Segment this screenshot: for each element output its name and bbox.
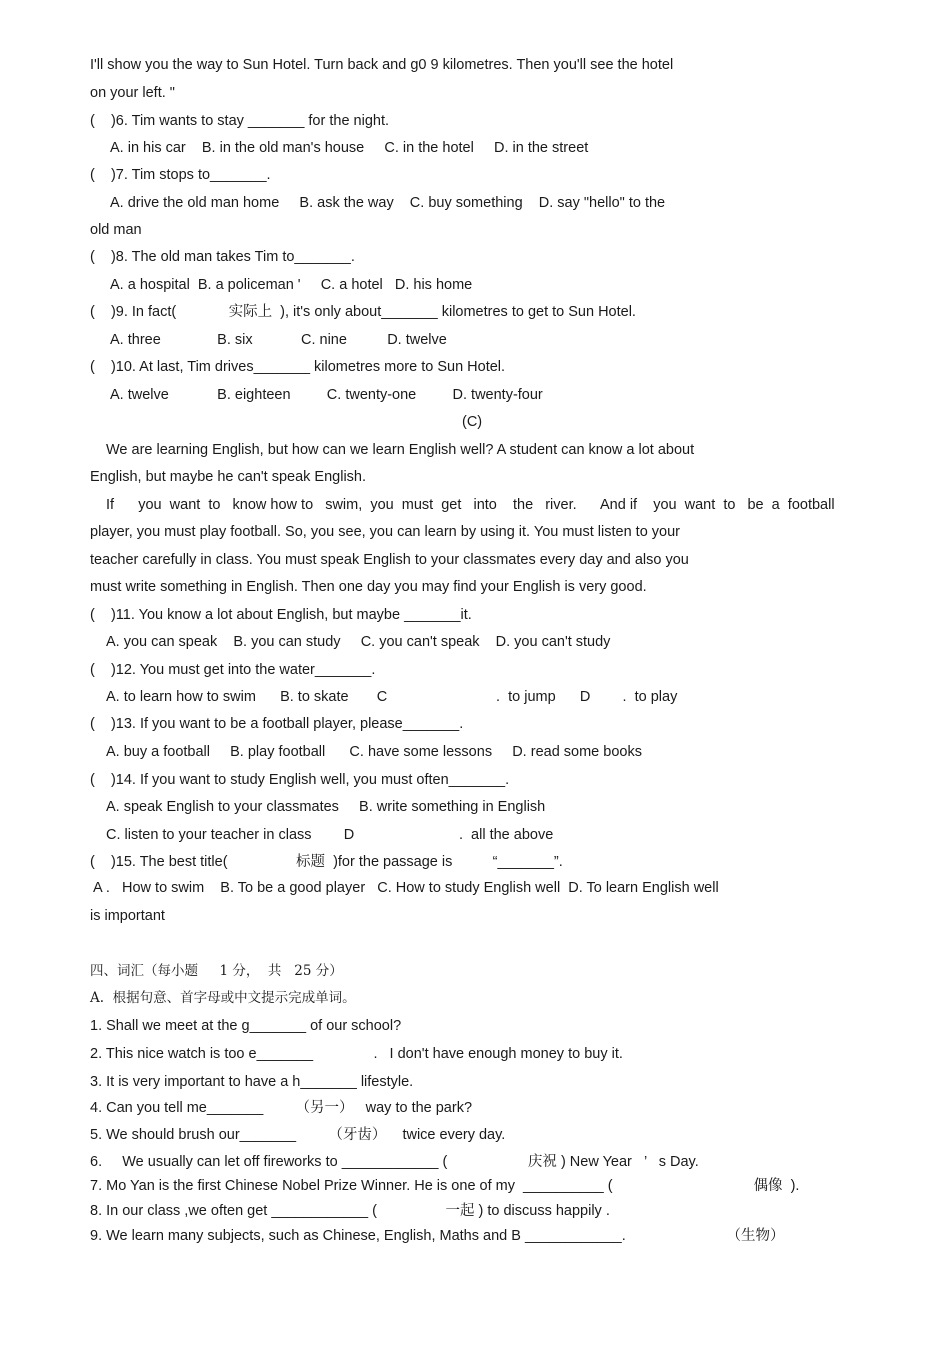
vocab-item-7: 7. Mo Yan is the first Chinese Nobel Prize Winner. He is one of my __________ ( 偶像 ). (90, 1178, 800, 1194)
vocab-item-2: 2. This nice watch is too e_______ . I don't have enough money to buy it. (90, 1046, 623, 1062)
section-heading-vocabulary: 四、词汇（每小题 1 分， 共 25 分） (90, 963, 343, 979)
instruction: A. 根据句意、首字母或中文提示完成单词。 (90, 990, 356, 1006)
options-11: A. you can speak B. you can study C. you can't speak D. you can't study (106, 634, 611, 650)
question-9: ( )9. In fact( 实际上 ), it's only about_______ kilometres to get to Sun Hotel. (90, 304, 636, 320)
options-6: A. in his car B. in the old man's house C. in the hotel D. in the street (110, 140, 589, 156)
options-13: A. buy a football B. play football C. have some lessons D. read some books (106, 744, 642, 760)
text-line: on your left. " (90, 85, 175, 101)
passage-line: must write something in English. Then one day you may find your English is very good. (90, 579, 647, 595)
vocab-item-9: 9. We learn many subjects, such as Chinese, English, Maths and B ____________. （生物） (90, 1228, 785, 1244)
question-11: ( )11. You know a lot about English, but maybe _______it. (90, 607, 472, 623)
options-7: A. drive the old man home B. ask the way C. buy something D. say "hello" to the (110, 195, 666, 211)
question-8: ( )8. The old man takes Tim to_______. (90, 249, 355, 265)
options-14: A. speak English to your classmates B. write something in English (106, 799, 546, 815)
passage-line: We are learning English, but how can we learn English well? A student can know a lot about (106, 442, 695, 458)
question-6: ( )6. Tim wants to stay _______ for the night. (90, 113, 390, 129)
question-10: ( )10. At last, Tim drives_______ kilometres more to Sun Hotel. (90, 359, 506, 375)
options-14-cont: C. listen to your teacher in class D . all the above (106, 827, 554, 843)
question-12: ( )12. You must get into the water_______. (90, 662, 376, 678)
passage-line: player, you must play football. So, you see, you can learn by using it. You must listen to your (90, 524, 681, 540)
vocab-item-8: 8. In our class ,we often get ____________ ( 一起 ) to discuss happily . (90, 1203, 610, 1219)
passage-line: If you want to know how to swim, you must get into the river. And if you want to be a football (106, 497, 835, 513)
section-heading-c: (C) (462, 414, 483, 430)
options-15-cont: is important (90, 908, 165, 924)
options-8: A. a hospital B. a policeman ' C. a hotel D. his home (110, 277, 473, 293)
vocab-item-3: 3. It is very important to have a h_______ lifestyle. (90, 1074, 414, 1090)
options-12: A. to learn how to swim B. to skate C . to jump D . to play (106, 689, 678, 705)
passage-line: English, but maybe he can't speak English. (90, 469, 367, 485)
vocab-item-6: 6. We usually can let off fireworks to ____________ ( 庆祝 ) New Year ’ s Day. (90, 1154, 699, 1170)
options-15: A . How to swim B. To be a good player C. How to study English well D. To learn English well (93, 880, 719, 896)
question-15: ( )15. The best title( 标题 )for the passage is “_______”. (90, 854, 563, 870)
question-13: ( )13. If you want to be a football player, please_______. (90, 716, 464, 732)
options-10: A. twelve B. eighteen C. twenty-one D. twenty-four (110, 387, 543, 403)
vocab-item-4: 4. Can you tell me_______ （另一） way to the park? (90, 1100, 473, 1116)
passage-line: teacher carefully in class. You must speak English to your classmates every day and also you (90, 552, 689, 568)
text-line: I'll show you the way to Sun Hotel. Turn back and g0 9 kilometres. Then you'll see the hotel (90, 57, 674, 73)
vocab-item-5: 5. We should brush our_______ （牙齿） twice every day. (90, 1127, 506, 1143)
question-7: ( )7. Tim stops to_______. (90, 167, 271, 183)
options-9: A. three B. six C. nine D. twelve (110, 332, 447, 348)
vocab-item-1: 1. Shall we meet at the g_______ of our school? (90, 1018, 402, 1034)
question-14: ( )14. If you want to study English well, you must often_______. (90, 772, 510, 788)
options-7-cont: old man (90, 222, 142, 238)
